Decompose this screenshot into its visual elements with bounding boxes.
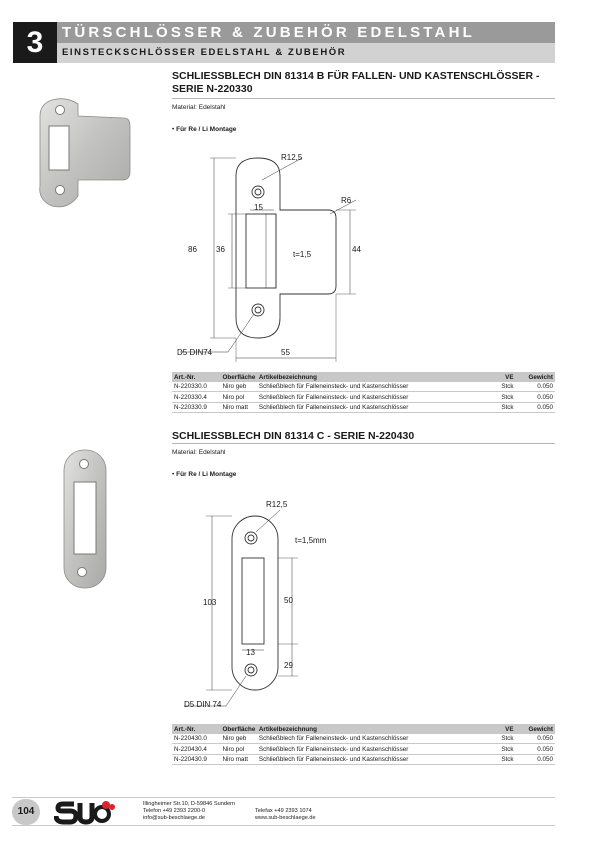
cell-artikelbezeichnung: Schließblech für Falleneinsteck- und Kastenschlösser bbox=[257, 392, 463, 402]
cell-gewicht: 0.050 bbox=[516, 744, 555, 754]
section1-mount: • Für Re / Li Montage bbox=[172, 126, 237, 133]
cell-ve: Stck bbox=[463, 734, 516, 744]
dim-13: 13 bbox=[246, 648, 255, 657]
cell-ve: Stck bbox=[463, 392, 516, 402]
col-artikelbezeichnung: Artikelbezeichnung bbox=[257, 372, 463, 382]
dim-screw-a: D5 DIN74 bbox=[177, 348, 213, 357]
cell-ve: Stck bbox=[463, 754, 516, 764]
section1-title: SCHLIESSBLECH DIN 81314 B FÜR FALLEN- UND KASTENSCHLÖSSER - SERIE N-220330 bbox=[172, 70, 540, 95]
table-row bbox=[172, 402, 555, 412]
company-logo bbox=[54, 799, 116, 825]
footer-phone: Telefon +49 2393 2200-0 bbox=[143, 808, 206, 814]
table-header-row bbox=[172, 724, 555, 734]
dim-screw-b: D5 DIN 74 bbox=[184, 700, 222, 709]
footer-web-link[interactable]: www.sub-beschlaege.de bbox=[255, 815, 316, 821]
page-subtitle: EINSTECKSCHLÖSSER EDELSTAHL & ZUBEHÖR bbox=[62, 47, 347, 58]
cell-art-nr: N-220330.9 bbox=[172, 402, 221, 412]
dim-44: 44 bbox=[352, 245, 361, 254]
section2-material: Material: Edelstahl bbox=[172, 449, 226, 456]
cell-art-nr: N-220430.0 bbox=[172, 734, 221, 744]
col-gewicht: Gewicht bbox=[516, 372, 555, 382]
cell-artikelbezeichnung: Schließblech für Falleneinsteck- und Kastenschlösser bbox=[257, 754, 463, 764]
cell-oberflaeche: Niro matt bbox=[221, 754, 257, 764]
dim-50: 50 bbox=[284, 596, 293, 605]
table-row bbox=[172, 734, 555, 744]
cell-artikelbezeichnung: Schließblech für Falleneinsteck- und Kastenschlösser bbox=[257, 744, 463, 754]
dim-thickness-b: t=1,5mm bbox=[295, 536, 327, 545]
dim-103: 103 bbox=[203, 598, 217, 607]
cell-ve: Stck bbox=[463, 402, 516, 412]
footer-fax: Telefax +49 2393 1074 bbox=[255, 808, 312, 814]
section1-mount-label: Für Re / Li Montage bbox=[176, 126, 237, 133]
footer-address: Illingheimer Str.10, D-59846 Sundern bbox=[143, 801, 236, 807]
table-row bbox=[172, 744, 555, 754]
cell-oberflaeche: Niro geb bbox=[221, 382, 257, 392]
cell-oberflaeche: Niro geb bbox=[221, 734, 257, 744]
col-artikelbezeichnung: Artikelbezeichnung bbox=[257, 724, 463, 734]
cell-artikelbezeichnung: Schließblech für Falleneinsteck- und Kastenschlösser bbox=[257, 402, 463, 412]
cell-art-nr: N-220330.4 bbox=[172, 392, 221, 402]
col-ve: VE bbox=[463, 724, 516, 734]
table-row bbox=[172, 392, 555, 402]
cell-ve: Stck bbox=[463, 382, 516, 392]
section2-mount-label: Für Re / Li Montage bbox=[176, 471, 237, 478]
footer-email-link[interactable]: info@sub-beschlaege.de bbox=[143, 815, 205, 821]
section1-rule bbox=[172, 98, 555, 99]
cell-oberflaeche: Niro matt bbox=[221, 402, 257, 412]
cell-art-nr: N-220330.0 bbox=[172, 382, 221, 392]
dim-55: 55 bbox=[281, 348, 290, 357]
section2-title: SCHLIESSBLECH DIN 81314 C - SERIE N-220430 bbox=[172, 430, 415, 442]
product-table-n220330 bbox=[172, 372, 555, 413]
section2-mount: • Für Re / Li Montage bbox=[172, 471, 237, 478]
cell-art-nr: N-220430.9 bbox=[172, 754, 221, 764]
footer-rule-top bbox=[12, 797, 555, 798]
table-row bbox=[172, 754, 555, 764]
cell-gewicht: 0.050 bbox=[516, 382, 555, 392]
cell-art-nr: N-220430.4 bbox=[172, 744, 221, 754]
technical-drawing-n220430 bbox=[180, 500, 320, 716]
technical-drawing-n220330 bbox=[170, 148, 370, 364]
dim-r6: R6 bbox=[341, 196, 352, 205]
cell-gewicht: 0.050 bbox=[516, 734, 555, 744]
col-ve: VE bbox=[463, 372, 516, 382]
col-art-nr: Art.-Nr. bbox=[172, 724, 221, 734]
cell-oberflaeche: Niro pol bbox=[221, 392, 257, 402]
cell-gewicht: 0.050 bbox=[516, 754, 555, 764]
product-photo-n220330 bbox=[34, 94, 134, 212]
dim-r12-5-b: R12,5 bbox=[266, 500, 288, 509]
product-table-n220430 bbox=[172, 724, 555, 765]
col-oberflaeche: Oberfläche bbox=[222, 373, 256, 381]
section1-material: Material: Edelstahl bbox=[172, 104, 226, 111]
dim-r12-5-a: R12,5 bbox=[281, 153, 303, 162]
cell-oberflaeche: Niro pol bbox=[221, 744, 257, 754]
cell-gewicht: 0.050 bbox=[516, 402, 555, 412]
dim-15: 15 bbox=[254, 203, 263, 212]
table-row bbox=[172, 382, 555, 392]
product-photo-n220430 bbox=[60, 446, 110, 592]
page-title: TÜRSCHLÖSSER & ZUBEHÖR EDELSTAHL bbox=[62, 24, 475, 41]
footer-rule-bottom bbox=[12, 825, 555, 826]
table-header-row bbox=[172, 372, 555, 382]
dim-29: 29 bbox=[284, 661, 293, 670]
cell-artikelbezeichnung: Schließblech für Falleneinsteck- und Kastenschlösser bbox=[257, 734, 463, 744]
col-gewicht: Gewicht bbox=[516, 724, 555, 734]
section2-rule bbox=[172, 443, 555, 444]
page-number: 104 bbox=[12, 799, 40, 825]
cell-ve: Stck bbox=[463, 744, 516, 754]
col-oberflaeche: Oberfläche bbox=[222, 725, 256, 733]
dim-86: 86 bbox=[188, 245, 197, 254]
chapter-number: 3 bbox=[13, 22, 57, 63]
col-art-nr: Art.-Nr. bbox=[172, 372, 221, 382]
cell-artikelbezeichnung: Schließblech für Falleneinsteck- und Kastenschlösser bbox=[257, 382, 463, 392]
dim-thickness-a: t=1,5 bbox=[293, 250, 312, 259]
dim-36: 36 bbox=[216, 245, 225, 254]
cell-gewicht: 0.050 bbox=[516, 392, 555, 402]
